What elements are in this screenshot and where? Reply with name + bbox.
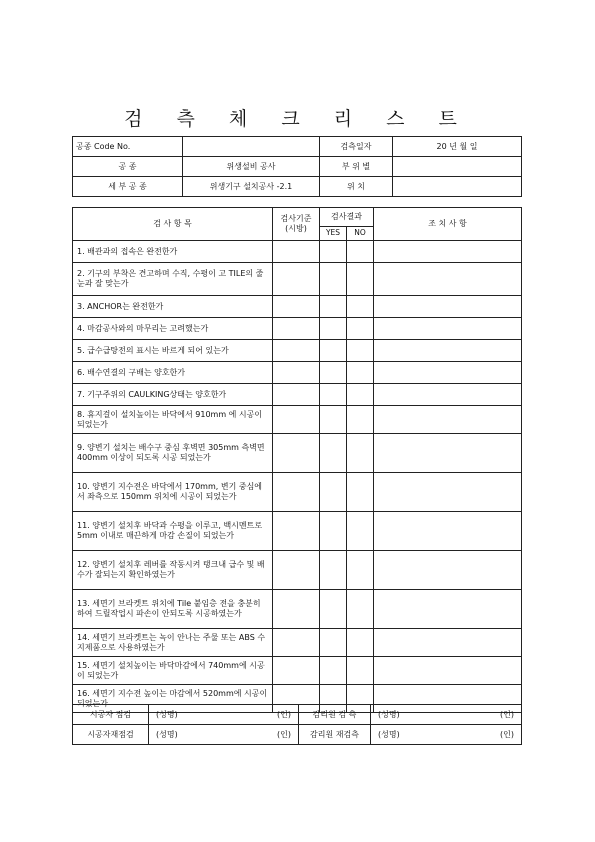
col-action-header: 조 치 사 항 bbox=[374, 208, 522, 241]
material-check-sign-cell[interactable] bbox=[149, 725, 299, 745]
standard-cell[interactable] bbox=[273, 340, 320, 362]
table-row bbox=[73, 590, 522, 629]
supervisor-inspection-label: 감리원 검 측 bbox=[299, 705, 371, 725]
no-cell[interactable] bbox=[347, 512, 374, 551]
contractor-check-sign: (성명) bbox=[156, 709, 178, 719]
header-info-table bbox=[72, 136, 522, 197]
yes-cell[interactable] bbox=[320, 590, 347, 629]
date-label: 검측일자 bbox=[320, 137, 393, 157]
no-cell[interactable] bbox=[347, 362, 374, 384]
material-check-sign: (성명) bbox=[156, 729, 178, 739]
sebu-label: 세 부 공 종 bbox=[73, 177, 183, 197]
check-item-text: 10. 양변기 지수전은 바닥에서 170mm, 변기 중심에서 좌측으로 150mm 위치에 시공이 되었는가 bbox=[73, 473, 273, 512]
col-result-header: 검사결과 bbox=[320, 208, 374, 227]
checklist-table bbox=[72, 207, 522, 713]
table-row bbox=[73, 657, 522, 685]
yes-cell[interactable] bbox=[320, 362, 347, 384]
no-cell[interactable] bbox=[347, 657, 374, 685]
action-cell[interactable] bbox=[374, 362, 522, 384]
yes-cell[interactable] bbox=[320, 296, 347, 318]
yes-cell[interactable] bbox=[320, 657, 347, 685]
action-cell[interactable] bbox=[374, 551, 522, 590]
standard-cell[interactable] bbox=[273, 318, 320, 340]
check-item-text: 9. 양변기 설치는 배수구 중심 후벽면 305mm 측벽면 400mm 이상이 되도록 시공 되었는가 bbox=[73, 434, 273, 473]
signature-table bbox=[72, 704, 522, 745]
supervisor-inspection-sign: (성명) bbox=[378, 709, 400, 719]
standard-cell[interactable] bbox=[273, 512, 320, 551]
date-value[interactable]: 20 년 월 일 bbox=[393, 137, 522, 157]
standard-cell[interactable] bbox=[273, 473, 320, 512]
no-cell[interactable] bbox=[347, 629, 374, 657]
check-item-text: 16. 세면기 지수전 높이는 마감에서 520mm에 시공이 되었는가 bbox=[73, 685, 273, 713]
code-value[interactable] bbox=[183, 137, 320, 157]
action-cell[interactable] bbox=[374, 406, 522, 434]
table-row bbox=[73, 296, 522, 318]
col-standard-header: 검사기준 (시방) bbox=[273, 208, 320, 241]
standard-cell[interactable] bbox=[273, 263, 320, 296]
material-check-label: 시공자재점검 bbox=[73, 725, 149, 745]
action-cell[interactable] bbox=[374, 590, 522, 629]
table-row bbox=[73, 362, 522, 384]
code-label: 공종 Code No. bbox=[73, 137, 183, 157]
no-cell[interactable] bbox=[347, 340, 374, 362]
supervisor-inspection-seal: (인) bbox=[500, 709, 514, 719]
action-cell[interactable] bbox=[374, 241, 522, 263]
standard-cell[interactable] bbox=[273, 296, 320, 318]
action-cell[interactable] bbox=[374, 263, 522, 296]
col-item-header: 검 사 항 목 bbox=[73, 208, 273, 241]
buwi-value[interactable] bbox=[393, 157, 522, 177]
col-yes-header: YES bbox=[320, 226, 347, 240]
table-row bbox=[73, 512, 522, 551]
page-title: 검 측 체 크 리 스 트 bbox=[124, 108, 471, 130]
action-cell[interactable] bbox=[374, 629, 522, 657]
standard-cell[interactable] bbox=[273, 406, 320, 434]
action-cell[interactable] bbox=[374, 340, 522, 362]
action-cell[interactable] bbox=[374, 318, 522, 340]
sebu-value[interactable]: 위생기구 설치공사 -2.1 bbox=[183, 177, 320, 197]
yes-cell[interactable] bbox=[320, 318, 347, 340]
standard-cell[interactable] bbox=[273, 384, 320, 406]
check-item-text: 6. 배수연결의 구배는 양호한가 bbox=[73, 362, 273, 384]
check-item-text: 3. ANCHOR는 완전한가 bbox=[73, 296, 273, 318]
contractor-check-seal: (인) bbox=[277, 709, 291, 719]
check-item-text: 2. 기구의 부착은 견고하며 수직, 수평이 고 TILE의 줄눈과 잘 맞는가 bbox=[73, 263, 273, 296]
no-cell[interactable] bbox=[347, 590, 374, 629]
table-row bbox=[73, 629, 522, 657]
contractor-check-label: 시공자 점검 bbox=[73, 705, 149, 725]
no-cell[interactable] bbox=[347, 296, 374, 318]
check-item-text: 4. 마감공사와의 마무리는 고려했는가 bbox=[73, 318, 273, 340]
yes-cell[interactable] bbox=[320, 241, 347, 263]
table-row bbox=[73, 434, 522, 473]
check-item-text: 14. 세면기 브라켓트는 녹이 안나는 주물 또는 ABS 수지제품으로 사용하였는가 bbox=[73, 629, 273, 657]
wichi-label: 위 치 bbox=[320, 177, 393, 197]
action-cell[interactable] bbox=[374, 434, 522, 473]
gongjong-label: 공 종 bbox=[73, 157, 183, 177]
action-cell[interactable] bbox=[374, 473, 522, 512]
yes-cell[interactable] bbox=[320, 512, 347, 551]
table-row bbox=[73, 551, 522, 590]
gongjong-value[interactable]: 위생설비 공사 bbox=[183, 157, 320, 177]
no-cell[interactable] bbox=[347, 318, 374, 340]
no-cell[interactable] bbox=[347, 406, 374, 434]
standard-cell[interactable] bbox=[273, 629, 320, 657]
standard-cell[interactable] bbox=[273, 241, 320, 263]
supervisor-reinspection-label: 감리원 재검측 bbox=[299, 725, 371, 745]
yes-cell[interactable] bbox=[320, 434, 347, 473]
no-cell[interactable] bbox=[347, 473, 374, 512]
supervisor-reinspection-seal: (인) bbox=[500, 729, 514, 739]
table-row bbox=[73, 241, 522, 263]
table-row bbox=[73, 318, 522, 340]
yes-cell[interactable] bbox=[320, 340, 347, 362]
yes-cell[interactable] bbox=[320, 551, 347, 590]
standard-cell[interactable] bbox=[273, 362, 320, 384]
no-cell[interactable] bbox=[347, 263, 374, 296]
check-item-text: 15. 세면기 설치높이는 바닥마감에서 740mm에 시공이 되었는가 bbox=[73, 657, 273, 685]
table-row bbox=[73, 384, 522, 406]
action-cell[interactable] bbox=[374, 384, 522, 406]
no-cell[interactable] bbox=[347, 241, 374, 263]
check-item-text: 7. 기구주위의 CAULKING상태는 양호한가 bbox=[73, 384, 273, 406]
check-item-text: 8. 휴지걸이 설치높이는 바닥에서 910mm 에 시공이 되었는가 bbox=[73, 406, 273, 434]
table-row bbox=[73, 406, 522, 434]
yes-cell[interactable] bbox=[320, 384, 347, 406]
wichi-value[interactable] bbox=[393, 177, 522, 197]
table-row bbox=[73, 263, 522, 296]
yes-cell[interactable] bbox=[320, 473, 347, 512]
col-no-header: NO bbox=[347, 226, 374, 240]
standard-cell[interactable] bbox=[273, 434, 320, 473]
supervisor-reinspection-sign-cell[interactable] bbox=[371, 725, 522, 745]
check-item-text: 1. 배관과의 접속은 완전한가 bbox=[73, 241, 273, 263]
yes-cell[interactable] bbox=[320, 263, 347, 296]
no-cell[interactable] bbox=[347, 551, 374, 590]
yes-cell[interactable] bbox=[320, 629, 347, 657]
standard-cell[interactable] bbox=[273, 657, 320, 685]
standard-cell[interactable] bbox=[273, 551, 320, 590]
check-item-text: 12. 양변기 설치후 레버를 작동시켜 탱크내 급수 및 배수가 잘되는지 확인하였는가 bbox=[73, 551, 273, 590]
no-cell[interactable] bbox=[347, 434, 374, 473]
no-cell[interactable] bbox=[347, 384, 374, 406]
check-item-text: 13. 세면기 브라켓트 위치에 Tile 붙임층 전을 충분히 하여 드릴작업시 파손이 안되도록 시공하였는가 bbox=[73, 590, 273, 629]
action-cell[interactable] bbox=[374, 512, 522, 551]
table-row bbox=[73, 473, 522, 512]
action-cell[interactable] bbox=[374, 657, 522, 685]
action-cell[interactable] bbox=[374, 296, 522, 318]
supervisor-reinspection-sign: (성명) bbox=[378, 729, 400, 739]
check-item-text: 11. 양변기 설치후 바닥과 수평을 이루고, 백시멘트로 5mm 이내로 매끈하게 마감 손질이 되었는가 bbox=[73, 512, 273, 551]
check-item-text: 5. 급수급탕전의 표시는 바르게 되어 있는가 bbox=[73, 340, 273, 362]
buwi-label: 부 위 별 bbox=[320, 157, 393, 177]
table-row bbox=[73, 340, 522, 362]
yes-cell[interactable] bbox=[320, 406, 347, 434]
material-check-seal: (인) bbox=[277, 729, 291, 739]
supervisor-inspection-sign-cell[interactable] bbox=[371, 705, 522, 725]
contractor-check-sign-cell[interactable] bbox=[149, 705, 299, 725]
standard-cell[interactable] bbox=[273, 590, 320, 629]
